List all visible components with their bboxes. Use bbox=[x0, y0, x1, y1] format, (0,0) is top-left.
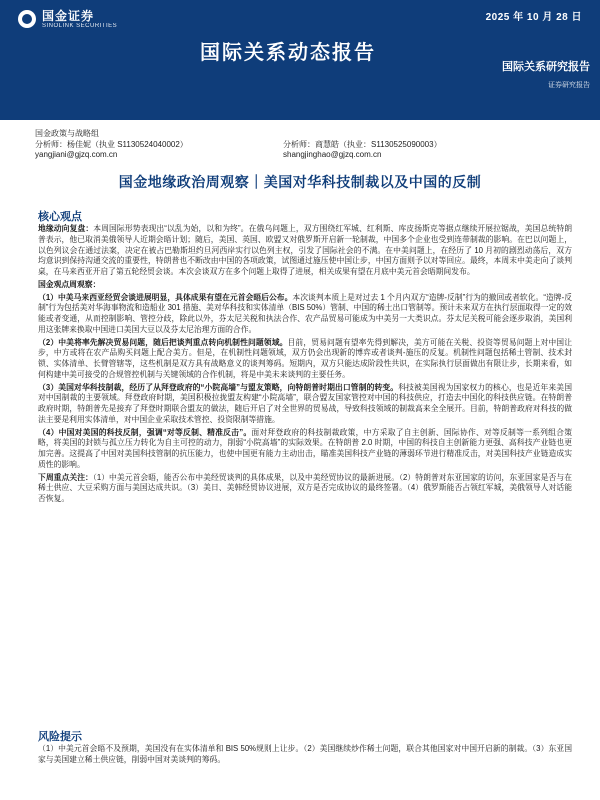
paragraph-text: （1）中美元首会晤，能否公布中美经贸谈判的具体成果，以及中美经贸协议的最新进展。（2）特朗普对东亚国家的访问，东亚国家是否与在稀土供应、大豆采购方面与美国达成共识。（3）美日、美韩经贸协议进展，双方是否完成协议的最终签署。（4）俄罗斯能否占领红军城，美俄领导人对话能否恢复。 bbox=[38, 472, 573, 503]
analyst-block bbox=[35, 128, 575, 160]
paragraph-lead: （1）中美马来西亚经贸会谈进展明显，具体成果有望在元首会晤后公布。 bbox=[38, 292, 293, 302]
brand-logo bbox=[18, 10, 117, 29]
paragraph-lead: （4）中国对美国的科技反制，强调“对等反制、精准反击”。 bbox=[38, 427, 252, 437]
document-title: 国金地缘政治周观察｜美国对华科技制裁以及中国的反制 bbox=[118, 174, 482, 190]
paragraph-lead: （3）美国对华科技制裁，经历了从拜登政府的“小院高墙”与盟友策略，向特朗普时期出口管制的转变。 bbox=[38, 382, 399, 392]
paragraph-recap bbox=[38, 224, 572, 278]
report-date: 2025 年 10 月 28 日 bbox=[485, 12, 582, 23]
paragraph-lead: 下周重点关注： bbox=[38, 472, 93, 482]
paragraph-point-3 bbox=[38, 383, 572, 426]
paragraph-next-week bbox=[38, 473, 572, 505]
paragraph-text: 科技被美国视为国家权力的核心，也是近年来美国对中国制裁的主要领域。拜登政府时期，美国积极拉拢盟友构建“小院高墙”，联合盟友国家管控对中国的科技供应，打造去中国化的科技供应链。在特朗普政府时期，特朗普先是接弃了拜登时期联合盟友的做法，随后开启了对全世界的贸易战，导致科技领域的制裁高来全全展开。目前，特朗普政府对科技的做法主要是利用实体清单，对中国企业采取技术管控、投资限制等措施。 bbox=[38, 382, 572, 424]
focus-heading: 国金观点周观察： bbox=[38, 279, 101, 289]
paragraph-lead: 地缘动向复盘： bbox=[38, 224, 94, 233]
core-viewpoint-heading: 核心观点 bbox=[38, 211, 82, 223]
brand-name: 国金证券 bbox=[42, 9, 95, 23]
paragraph-text: 本周国际形势表现出“以乱为始，以和为终”。在俄乌问题上，双方围绕红军城、红利斯、库皮扬斯克等据点继续开展拉锯战，美国总统特朗普表示，他已取消美俄领导人近期会晤计划；随后，美国、英国、欧盟又对俄罗斯开启新一轮制裁，中国多个企业也受到连带制裁的影响。在巴以问题上，以色列议会在通过法案，决定在被占巴勒斯坦约旦河西岸实行以色列主权，引发了国际社会的不满。在中美问题上，在经历了 10 月初的剧烈动荡后，双方均意识到保持沟通交流的重要性，特朗普也不断改由中国的各项政策，试图通过施压使中国让步，中国方面则予以对等回应。最终，本周末中美走向了谈判桌，在马来西亚开启了第五轮经贸会谈。本次会谈双方在多个问题上取得了进展，相关成果有望在月底中美元首会晤期间发布。 bbox=[38, 224, 573, 276]
paragraph-text: 本次谈判本质上是对过去 1 个月内双方“造牌-反制”行为的撤回或者软化。“造牌-反制”行为包括美对华海事物流和造船业 301 措施、美对华科技和实体清单（BIS 50%）管制、中国的稀土出口管制等。预计未来双方在执行层面取得一定的效能或者变通，从而控制影响、管控分歧，除此以外，芬太尼关税和执法合作、农产品贸易可能成为中美另一大类识点。芬太尼关税可能会逐步取消，美国利用这张牌来换取中国进口美国大豆以及芬太尼治理方面的合作。 bbox=[38, 292, 572, 334]
brand-name-en: SINOLINK SECURITIES bbox=[42, 22, 118, 29]
paragraph-text: 目前，贸易问题有望率先得到解决，美方可能在关税、投资等贸易问题上对中国让步，中方或将在农产品购买问题上配合美方。但是，在机制性问题领域，双方仍会出现新的博弈或者谈判-施压的反复。机制性问题包括稀土管制、技术封锁、实体清单、长臂管辖等，这些机制是双方具有战略意义的谈判筹码。短期内，双方只能达成阶段性共识，在实际执行层面做出有限让步，长期来看，如何构建中美可接受的合规管控机制与关键领域的合作机制，将是中美未来谈判的主要任务。 bbox=[38, 337, 572, 379]
core-viewpoint-body bbox=[38, 224, 572, 507]
department-name: 国金政策与战略组 bbox=[35, 129, 99, 138]
report-series-title: 国际关系动态报告 bbox=[200, 42, 376, 64]
paragraph-point-4 bbox=[38, 428, 572, 471]
analyst-2: 分析师：商慧皓（执业：S1130525090003） bbox=[283, 140, 442, 149]
report-type-tag bbox=[502, 58, 590, 90]
paragraph-point-1 bbox=[38, 293, 572, 336]
paragraph-lead: （2）中美将率先解决贸易问题，随后把谈判重点转向机制性问题领域。 bbox=[38, 337, 288, 347]
risk-body: （1）中美元首会晤不及预期，美国没有在实体清单和 BIS 50%规则上让步。（2）美国继续炒作稀土问题，联合其他国家对中国开启新的制裁。（3）东亚国家与美国建立稀土供应链，削弱中国对美谈判的筹码。 bbox=[38, 744, 572, 764]
report-header bbox=[0, 0, 600, 120]
analyst-1-email[interactable]: yangjiani@gjzq.com.cn bbox=[35, 150, 118, 159]
paragraph-text: 面对拜登政府的科技制裁政策，中方采取了自主创新、国际协作、对等反制等一系列组合策略，将美国的封锁与孤立压力转化为自主可控的动力，削弱“小院高墙”的实际效果。在特朗普 2.0 时期，中国的科技自主创新能力更强、高科技产业链也更加完善。这提高了中国对美国科技管制的抗压能力，也使中国更有能力主动出击，瞄准美国科技产业链的薄弱环节进行精准反击，对美国科技产业链造成实质性的影响。 bbox=[38, 427, 572, 469]
report-subtype: 证券研究报告 bbox=[548, 82, 590, 89]
analyst-1: 分析师：杨佳妮（执业 S1130524040002） bbox=[35, 140, 188, 149]
analyst-2-email[interactable]: shangjinghao@gjzq.com.cn bbox=[283, 150, 382, 159]
report-type: 国际关系研究报告 bbox=[502, 61, 590, 73]
risk-heading: 风险提示 bbox=[38, 731, 82, 743]
paragraph-point-2 bbox=[38, 338, 572, 381]
logo-icon bbox=[18, 10, 36, 28]
